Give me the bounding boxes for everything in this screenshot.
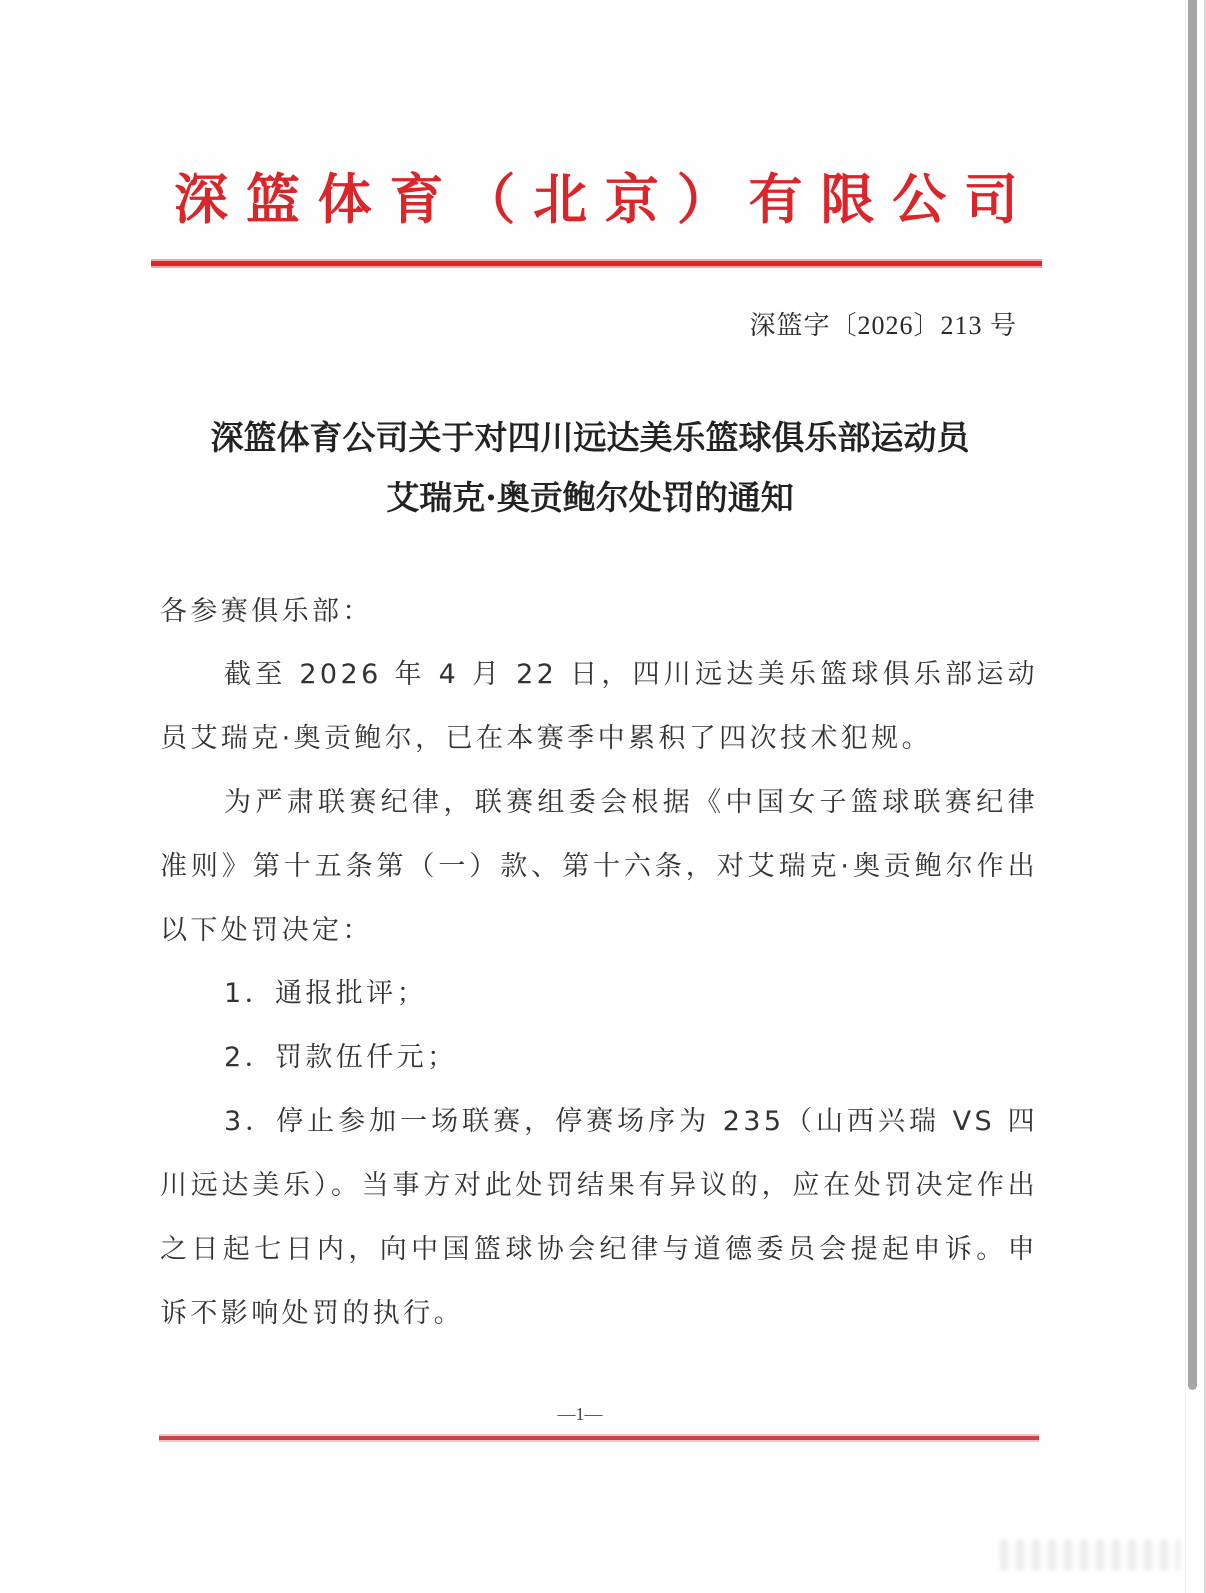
letterhead-company-name	[150, 160, 1042, 230]
letterhead-divider	[151, 261, 1042, 266]
watermark	[1000, 1540, 1180, 1570]
letterhead-char: 限	[820, 166, 875, 231]
page-number: —1—	[557, 1404, 603, 1424]
letterhead-char: 有	[748, 166, 803, 231]
letterhead-char: 体	[317, 166, 372, 231]
scrollbar-thumb[interactable]	[1188, 0, 1197, 1390]
salutation: 各参赛俱乐部：	[160, 596, 373, 627]
letterhead-char: 篮	[245, 166, 300, 231]
notice-title-line-2: 艾瑞克·奥贡鲍尔处罚的通知	[386, 478, 794, 517]
letterhead-char: 深	[174, 166, 228, 231]
letterhead-char: 北	[533, 166, 588, 231]
letterhead-char: 京	[604, 166, 659, 231]
paragraph-penalty-basis: 为严肃联赛纪律，联赛组委会根据《中国女子篮球联赛纪律准则》第十五条第（一）款、第十六条，对艾瑞克·奥贡鲍尔作出以下处罚决定：	[160, 787, 1038, 946]
letterhead-char: 公	[892, 166, 947, 231]
letterhead-char: 育	[389, 166, 444, 231]
penalty-item-1: 1．通报批评；	[224, 978, 427, 1009]
document-number: 深篮字〔2026〕213 号	[749, 311, 1017, 340]
footer-divider	[159, 1436, 1039, 1440]
notice-title	[160, 408, 1020, 528]
penalty-item-3: 3．停止参加一场联赛，停赛场序为 235（山西兴瑞 VS 四川远达美乐）。当事方对此处罚结果有异议的，应在处罚决定作出之日起七日内，向中国篮球协会纪律与道德委员会提起申诉。申诉不影响处罚的执行。	[160, 1106, 1038, 1329]
letterhead-char: ）	[676, 166, 731, 231]
letterhead-char: （	[461, 166, 516, 231]
letterhead-char: 司	[963, 166, 1018, 231]
penalty-item-2: 2．罚款伍仟元；	[224, 1042, 458, 1073]
paragraph-accumulated-fouls: 截至 2026 年 4 月 22 日，四川远达美乐篮球俱乐部运动员艾瑞克·奥贡鲍尔，已在本赛季中累积了四次技术犯规。	[160, 659, 1038, 754]
notice-title-line-1: 深篮体育公司关于对四川远达美乐篮球俱乐部运动员	[210, 418, 970, 457]
